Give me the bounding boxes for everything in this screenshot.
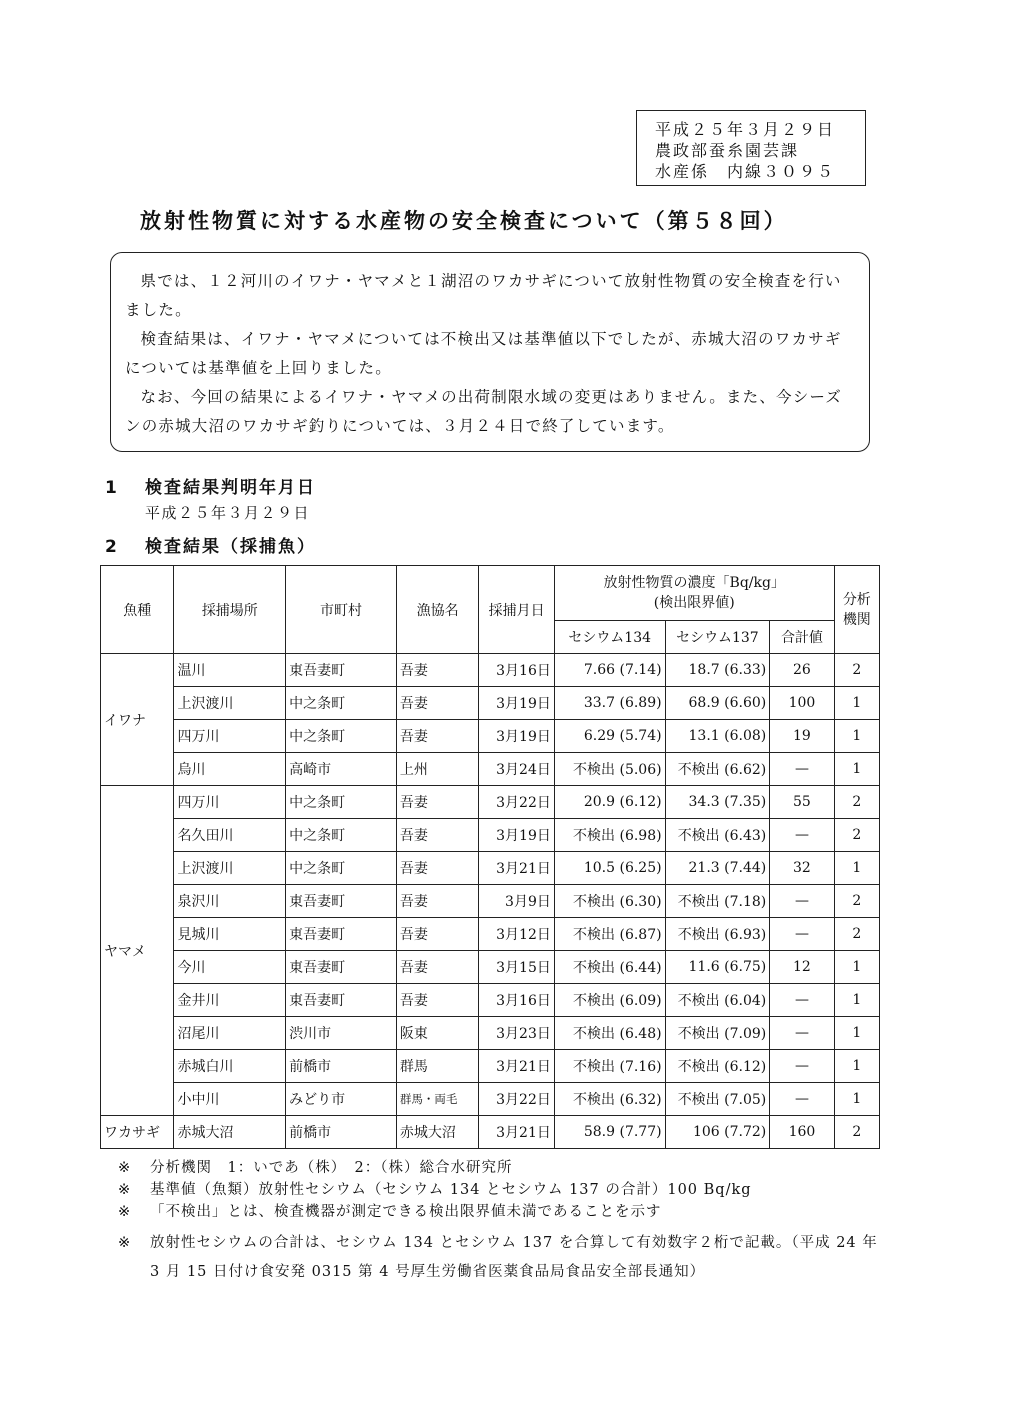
- cs134-cell: 不検出 (6.44): [554, 951, 665, 984]
- table-row: [101, 1083, 880, 1116]
- cs134-cell: 不検出 (6.98): [554, 819, 665, 852]
- cs137-cell: 不検出 (6.43): [665, 819, 770, 852]
- table-row: [101, 1017, 880, 1050]
- location-cell: 四万川: [174, 786, 286, 819]
- municipality-cell: 東吾妻町: [286, 918, 397, 951]
- contact-extension: 水産係 内線３０９５: [655, 162, 836, 181]
- date-cell: 3月16日: [479, 654, 554, 687]
- species-cell: ワカサギ: [101, 1116, 174, 1149]
- page-title: 放射性物質に対する水産物の安全検査について（第５８回）: [140, 209, 788, 233]
- lab-cell: 1: [834, 753, 879, 786]
- table-row: [101, 753, 880, 786]
- municipality-cell: 東吾妻町: [286, 951, 397, 984]
- table-row: [101, 720, 880, 753]
- location-cell: 名久田川: [174, 819, 286, 852]
- location-cell: 上沢渡川: [174, 852, 286, 885]
- table-row: [101, 984, 880, 1017]
- date-cell: 3月19日: [479, 687, 554, 720]
- location-cell: 赤城白川: [174, 1050, 286, 1083]
- lab-cell: 2: [834, 885, 879, 918]
- total-cell: 100: [770, 687, 834, 720]
- coop-cell: 吾妻: [396, 885, 479, 918]
- lab-cell: 1: [834, 1017, 879, 1050]
- municipality-cell: 前橋市: [286, 1050, 397, 1083]
- coop-cell: 阪東: [396, 1017, 479, 1050]
- table-row: [101, 885, 880, 918]
- section-2-number: 2: [105, 537, 119, 557]
- total-cell: 19: [770, 720, 834, 753]
- cs134-cell: 7.66 (7.14): [554, 654, 665, 687]
- summary-paragraph-3: なお、今回の結果によるイワナ・ヤマメの出荷制限水域の変更はありません。また、今シーズンの赤城大沼のワカサギ釣りについては、３月２４日で終了しています。: [125, 388, 843, 435]
- coop-cell: 吾妻: [396, 984, 479, 1017]
- location-cell: 四万川: [174, 720, 286, 753]
- table-row: [101, 1050, 880, 1083]
- total-cell: —: [770, 918, 834, 951]
- table-row: [101, 951, 880, 984]
- header-cs134: セシウム134: [554, 621, 665, 654]
- note-lab-legend: 分析機関 1：いであ（株） 2：（株）総合水研究所: [150, 1160, 513, 1176]
- species-cell: イワナ: [101, 654, 174, 786]
- section-1-heading: [105, 473, 316, 498]
- note-mark: ※: [118, 1235, 132, 1251]
- summary-paragraph-1: 県では、１２河川のイワナ・ヤマメと１湖沼のワカサギについて放射性物質の安全検査を行いました。: [125, 272, 842, 319]
- total-cell: —: [770, 819, 834, 852]
- location-cell: 小中川: [174, 1083, 286, 1116]
- coop-cell: 吾妻: [396, 720, 479, 753]
- header-municipality: 市町村: [286, 566, 397, 654]
- cs134-cell: 不検出 (6.09): [554, 984, 665, 1017]
- cs134-cell: 33.7 (6.89): [554, 687, 665, 720]
- cs137-cell: 不検出 (6.93): [665, 918, 770, 951]
- municipality-cell: 東吾妻町: [286, 654, 397, 687]
- location-cell: 金井川: [174, 984, 286, 1017]
- summary-paragraph-2: 検査結果は、イワナ・ヤマメについては不検出又は基準値以下でしたが、赤城大沼のワカサギについては基準値を上回りました。: [125, 330, 842, 377]
- cs134-cell: 6.29 (5.74): [554, 720, 665, 753]
- location-cell: 赤城大沼: [174, 1116, 286, 1149]
- lab-cell: 1: [834, 852, 879, 885]
- table-row: [101, 654, 880, 687]
- date-cell: 3月19日: [479, 720, 554, 753]
- municipality-cell: 東吾妻町: [286, 984, 397, 1017]
- municipality-cell: 中之条町: [286, 819, 397, 852]
- total-cell: 12: [770, 951, 834, 984]
- header-cs137: セシウム137: [665, 621, 770, 654]
- date-cell: 3月23日: [479, 1017, 554, 1050]
- cs134-cell: 不検出 (7.16): [554, 1050, 665, 1083]
- section-1-label: 検査結果判明年月日: [145, 478, 316, 498]
- date-cell: 3月12日: [479, 918, 554, 951]
- table-row: [101, 687, 880, 720]
- total-cell: 32: [770, 852, 834, 885]
- contact-info-box: [636, 110, 866, 186]
- cs137-cell: 18.7 (6.33): [665, 654, 770, 687]
- total-cell: —: [770, 984, 834, 1017]
- location-cell: 温川: [174, 654, 286, 687]
- results-table: [100, 565, 880, 1149]
- coop-cell: 吾妻: [396, 951, 479, 984]
- cs137-cell: 不検出 (7.09): [665, 1017, 770, 1050]
- cs137-cell: 106 (7.72): [665, 1116, 770, 1149]
- date-cell: 3月22日: [479, 1083, 554, 1116]
- header-concentration-label: 放射性物質の濃度「Bq/kg」: [603, 575, 785, 591]
- total-cell: 55: [770, 786, 834, 819]
- location-cell: 上沢渡川: [174, 687, 286, 720]
- cs137-cell: 不検出 (6.12): [665, 1050, 770, 1083]
- total-cell: —: [770, 1017, 834, 1050]
- coop-cell: 吾妻: [396, 786, 479, 819]
- municipality-cell: 中之条町: [286, 720, 397, 753]
- header-total: 合計値: [770, 621, 834, 654]
- location-cell: 烏川: [174, 753, 286, 786]
- note-not-detected: 「不検出」とは、検査機器が測定できる検出限界値未満であることを示す: [150, 1204, 662, 1220]
- cs134-cell: 不検出 (6.32): [554, 1083, 665, 1116]
- date-cell: 3月16日: [479, 984, 554, 1017]
- notes-section: [118, 1157, 888, 1287]
- cs134-cell: 不検出 (6.48): [554, 1017, 665, 1050]
- cs134-cell: 不検出 (6.87): [554, 918, 665, 951]
- coop-cell: 上州: [396, 753, 479, 786]
- date-cell: 3月24日: [479, 753, 554, 786]
- cs137-cell: 21.3 (7.44): [665, 852, 770, 885]
- header-location: 採捕場所: [174, 566, 286, 654]
- cs137-cell: 不検出 (6.62): [665, 753, 770, 786]
- lab-cell: 2: [834, 654, 879, 687]
- cs134-cell: 58.9 (7.77): [554, 1116, 665, 1149]
- coop-cell: 吾妻: [396, 819, 479, 852]
- date-cell: 3月9日: [479, 885, 554, 918]
- coop-cell: 吾妻: [396, 918, 479, 951]
- cs134-cell: 不検出 (5.06): [554, 753, 665, 786]
- section-2-label: 検査結果（採捕魚）: [145, 537, 316, 557]
- cs137-cell: 34.3 (7.35): [665, 786, 770, 819]
- header-date: 採捕月日: [479, 566, 554, 654]
- lab-cell: 2: [834, 819, 879, 852]
- note-item: [118, 1201, 888, 1223]
- species-cell: ヤマメ: [101, 786, 174, 1116]
- cs137-cell: 不検出 (6.04): [665, 984, 770, 1017]
- lab-cell: 1: [834, 1083, 879, 1116]
- municipality-cell: 前橋市: [286, 1116, 397, 1149]
- header-detection-limit: (検出限界値): [653, 595, 735, 611]
- location-cell: 沼尾川: [174, 1017, 286, 1050]
- location-cell: 泉沢川: [174, 885, 286, 918]
- cs134-cell: 不検出 (6.30): [554, 885, 665, 918]
- total-cell: —: [770, 1050, 834, 1083]
- date-cell: 3月21日: [479, 852, 554, 885]
- note-item: [118, 1229, 888, 1287]
- coop-cell: 群馬: [396, 1050, 479, 1083]
- note-standard-value: 基準値（魚類）放射性セシウム（セシウム 134 とセシウム 137 の合計）100 Bq/kg: [150, 1182, 752, 1198]
- table-row: [101, 819, 880, 852]
- summary-box: [110, 252, 870, 452]
- result-date: 平成２５年３月２９日: [145, 504, 311, 522]
- lab-cell: 1: [834, 720, 879, 753]
- table-row: [101, 786, 880, 819]
- location-cell: 今川: [174, 951, 286, 984]
- date-cell: 3月22日: [479, 786, 554, 819]
- municipality-cell: 高崎市: [286, 753, 397, 786]
- lab-cell: 1: [834, 687, 879, 720]
- note-total-calculation: 放射性セシウムの合計は、セシウム 134 とセシウム 137 を合算して有効数字２桁で記載。（平成 24 年 3 月 15 日付け食安発 0315 第 4 号厚生労働省医薬食品局食品安全部長通知）: [150, 1235, 878, 1280]
- section-2-heading: [105, 532, 316, 557]
- coop-cell: 吾妻: [396, 687, 479, 720]
- date-cell: 3月15日: [479, 951, 554, 984]
- coop-cell: 吾妻: [396, 852, 479, 885]
- note-mark: ※: [118, 1160, 132, 1176]
- cs134-cell: 10.5 (6.25): [554, 852, 665, 885]
- total-cell: —: [770, 1083, 834, 1116]
- note-item: [118, 1157, 888, 1179]
- lab-cell: 1: [834, 951, 879, 984]
- municipality-cell: 東吾妻町: [286, 885, 397, 918]
- note-item: [118, 1179, 888, 1201]
- coop-cell: 赤城大沼: [396, 1116, 479, 1149]
- header-species: 魚種: [101, 566, 174, 654]
- lab-cell: 2: [834, 918, 879, 951]
- coop-cell: 群馬・両毛: [396, 1083, 479, 1116]
- cs137-cell: 13.1 (6.08): [665, 720, 770, 753]
- note-mark: ※: [118, 1182, 132, 1198]
- municipality-cell: 中之条町: [286, 786, 397, 819]
- total-cell: 160: [770, 1116, 834, 1149]
- date-cell: 3月21日: [479, 1116, 554, 1149]
- total-cell: —: [770, 885, 834, 918]
- municipality-cell: 中之条町: [286, 687, 397, 720]
- issue-date: 平成２５年３月２９日: [655, 120, 836, 139]
- table-row: [101, 852, 880, 885]
- cs137-cell: 不検出 (7.18): [665, 885, 770, 918]
- total-cell: 26: [770, 654, 834, 687]
- cs134-cell: 20.9 (6.12): [554, 786, 665, 819]
- location-cell: 見城川: [174, 918, 286, 951]
- lab-cell: 2: [834, 1116, 879, 1149]
- cs137-cell: 68.9 (6.60): [665, 687, 770, 720]
- total-cell: —: [770, 753, 834, 786]
- table-row: [101, 1116, 880, 1149]
- lab-cell: 2: [834, 786, 879, 819]
- municipality-cell: 中之条町: [286, 852, 397, 885]
- lab-cell: 1: [834, 1050, 879, 1083]
- section-1-number: 1: [105, 478, 119, 498]
- municipality-cell: みどり市: [286, 1083, 397, 1116]
- cs137-cell: 11.6 (6.75): [665, 951, 770, 984]
- cs137-cell: 不検出 (7.05): [665, 1083, 770, 1116]
- note-mark: ※: [118, 1204, 132, 1220]
- lab-cell: 1: [834, 984, 879, 1017]
- municipality-cell: 渋川市: [286, 1017, 397, 1050]
- coop-cell: 吾妻: [396, 654, 479, 687]
- header-coop: 漁協名: [396, 566, 479, 654]
- table-row: [101, 918, 880, 951]
- header-lab: 分析機関: [834, 566, 879, 654]
- date-cell: 3月21日: [479, 1050, 554, 1083]
- department-name: 農政部蚕糸園芸課: [655, 141, 800, 160]
- date-cell: 3月19日: [479, 819, 554, 852]
- header-concentration: [554, 566, 834, 621]
